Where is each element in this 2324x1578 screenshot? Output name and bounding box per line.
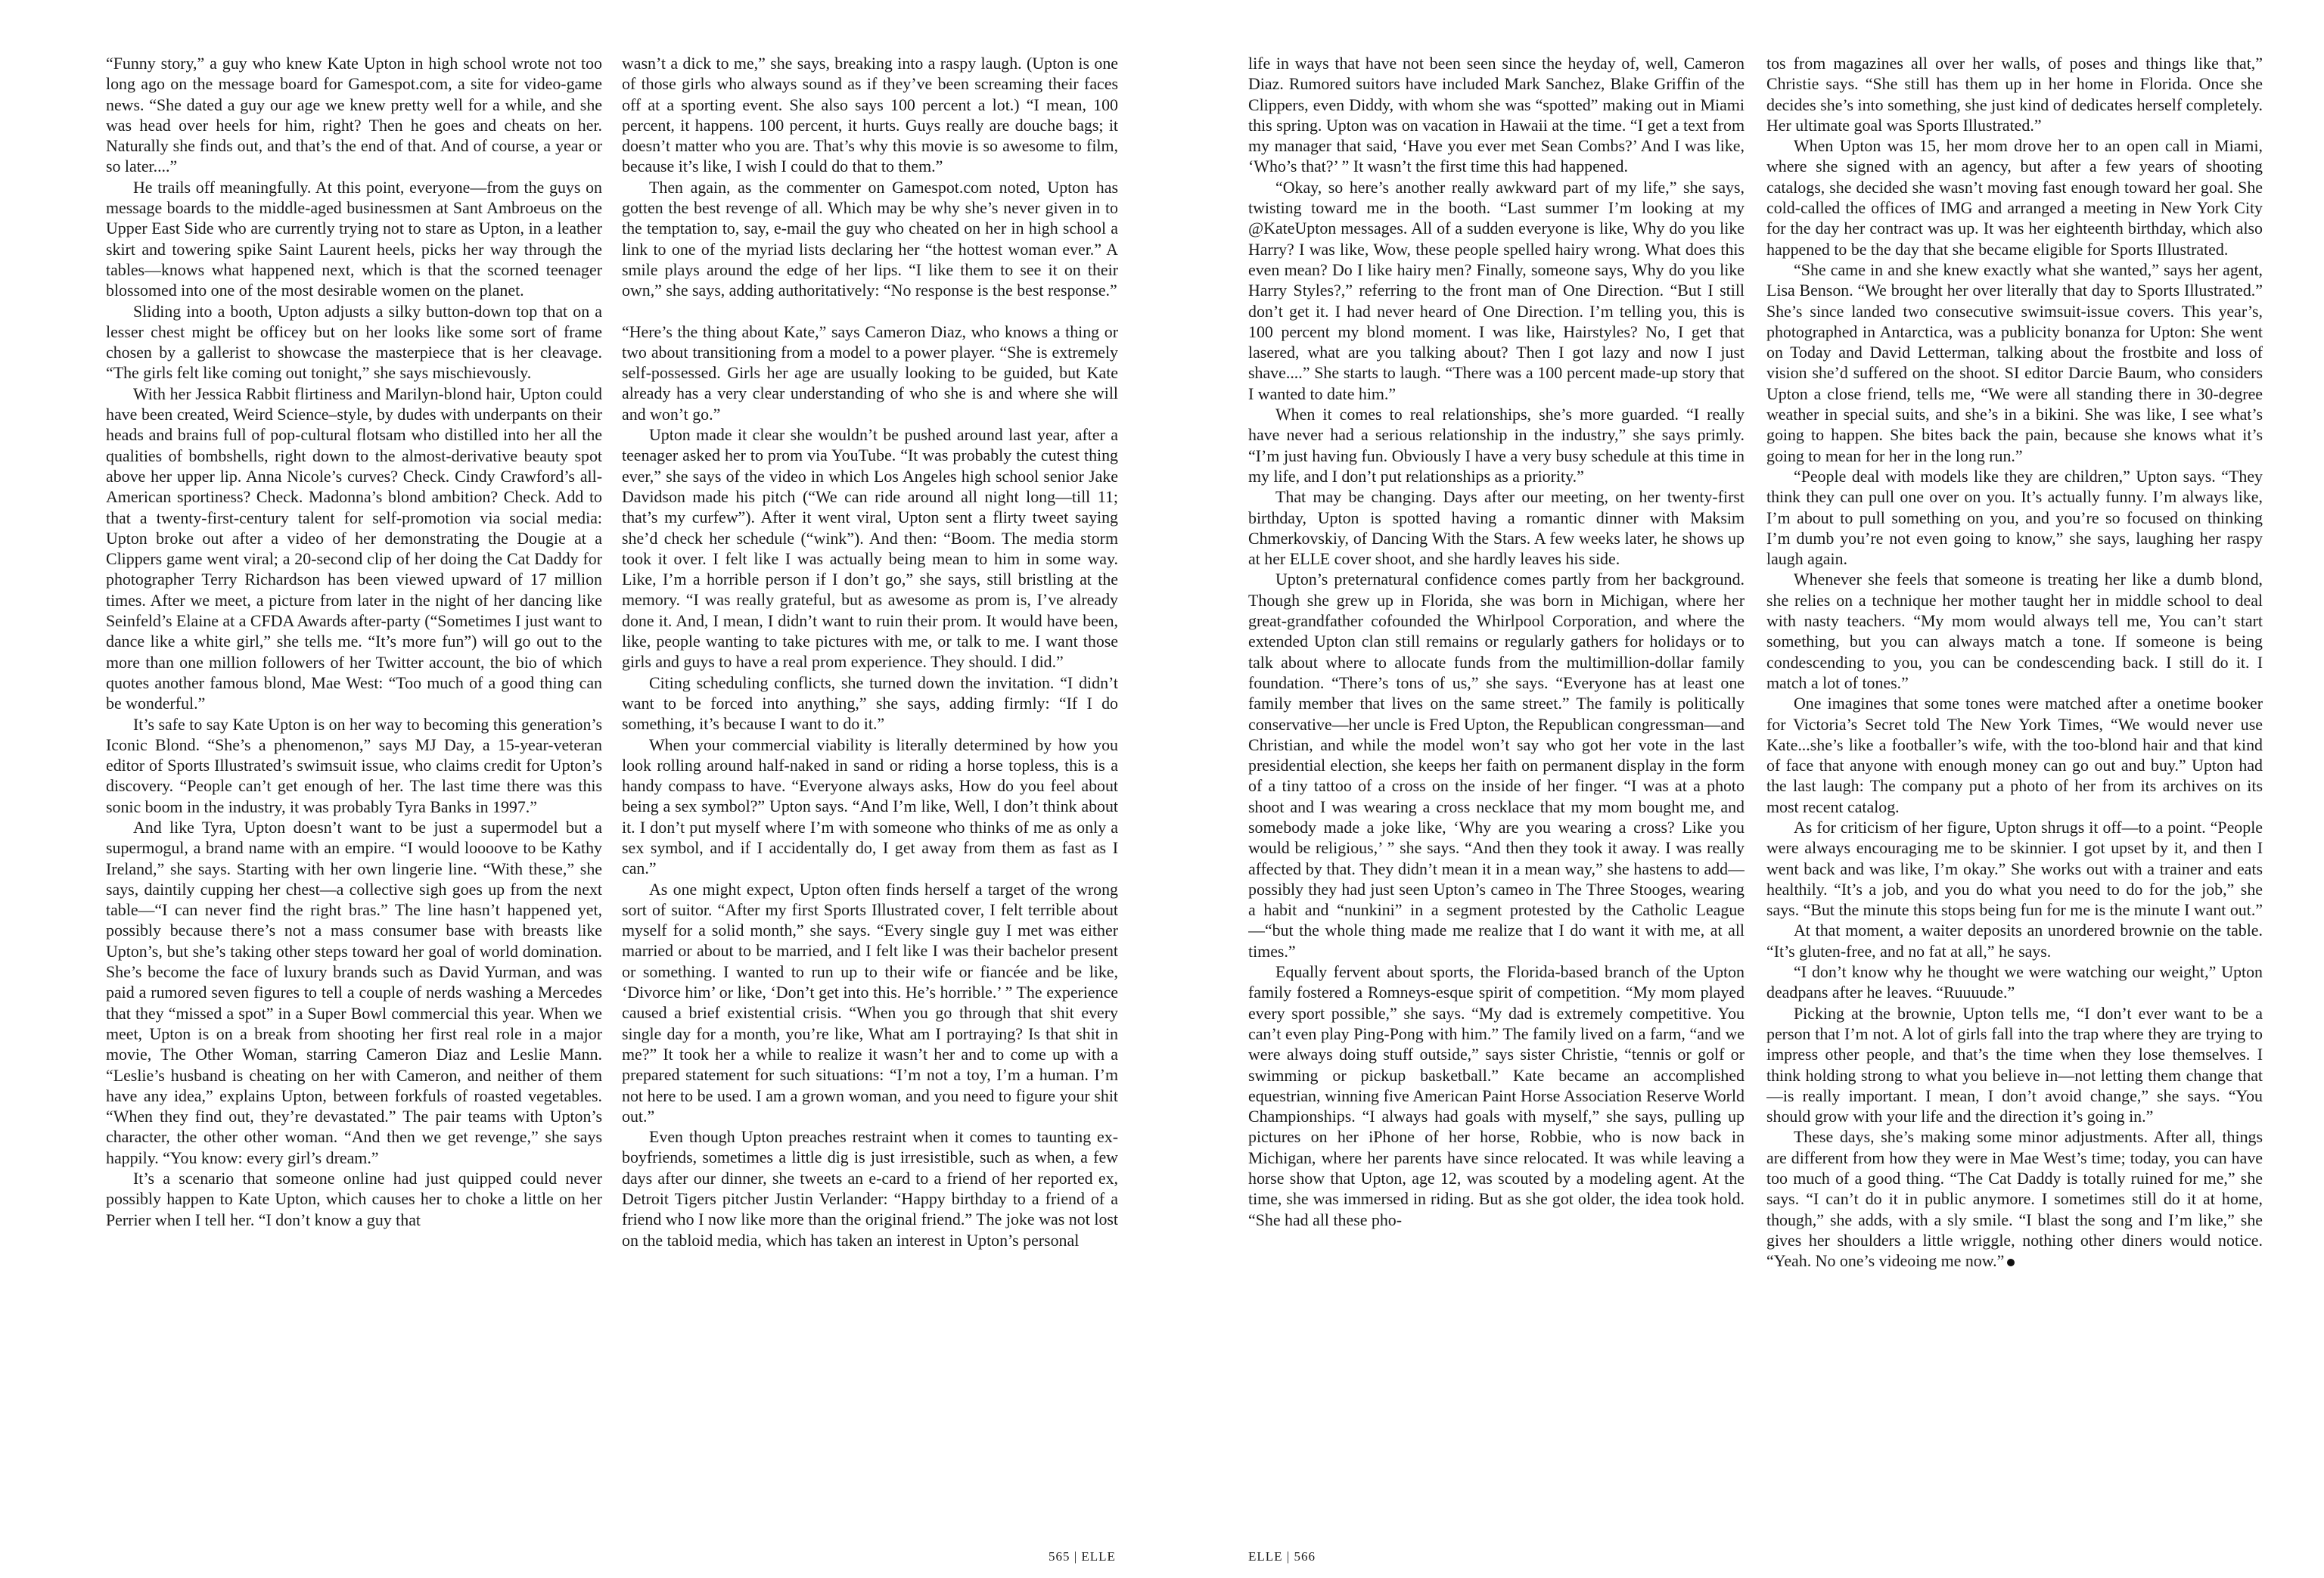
folio-left: 565 | ELLE xyxy=(1049,1549,1116,1564)
paragraph: Sliding into a booth, Upton adjusts a silky button-down top that on a lesser chest might be officey but on her looks like some sort of frame chosen by a gallerist to showcase the masterpiece that is her cleavage. “The girls felt like coming out tonight,” she says mischievously. xyxy=(106,301,602,383)
paragraph: As for criticism of her figure, Upton shrugs it off—to a point. “People were always encouraging me to be skinnier. I got upset by it, and then I went back and was like, I’m okay.” She works out with a trainer and eats healthily. “It’s a job, and you do what you need to do for the job,” she says. “But the minute this stops being fun for me is the minute I want out.” xyxy=(1766,817,2263,920)
paragraph: Equally fervent about sports, the Florida-based branch of the Upton family fostered a Romneys-esque spirit of competition. “My mom played every sport possible,” she says. “My dad is extremely competitive. You can’t even play Ping-Pong with him.” The family lived on a farm, “and we were always doing stuff outside,” says sister Christie, “tennis or golf or swimming or pickup basketball.” Kate became an accomplished equestrian, winning five American Paint Horse Association Reserve World Championships. “I always had goals with myself,” she says, pulling up pictures on her iPhone of her horse, Robbie, who is now back in Michigan, where her parents have since relocated. It was while leaving a horse show that Upton, age 12, was scouted by a modeling agent. At the time, she was immersed in riding. But as she got older, the idea took hold. “She had all these pho- xyxy=(1248,962,1745,1229)
paragraph: Then again, as the commenter on Gamespot.com noted, Upton has gotten the best revenge of all. Which may be why she’s never given in to the temptation to, say, e-mail the guy who cheated on her in high school a link to one of the myriad lists declaring her “the hottest woman ever.” A smile plays around the edge of her lips. “I like them to see it on their own,” she says, adding authoritatively: “No response is the best response.” xyxy=(622,177,1118,300)
paragraph: Citing scheduling conflicts, she turned down the invitation. “I didn’t want to be forced into anything,” she says, adding firmly: “If I do something, it’s because I want to do it.” xyxy=(622,673,1118,734)
paragraph: wasn’t a dick to me,” she says, breaking into a raspy laugh. (Upton is one of those girls who always sound as if they’ve been screaming their faces off at a sporting event. She also says 100 percent a lot.) “I mean, 100 percent, it happens. 100 percent, it hurts. Guys really are douche bags; it doesn’t matter who you are. That’s why this movie is so awesome to film, because it’s like, I wish I could do that to them.” xyxy=(622,54,1118,176)
paragraph: With her Jessica Rabbit flirtiness and Marilyn-blond hair, Upton could have been created, Weird Science–style, by dudes with underpants on their heads and brains full of pop-cultural flotsam who distilled into her all the qualities of bombshells, right down to the almost-derivative beauty spot above her upper lip. Anna Nicole’s curves? Check. Cindy Crawford’s all-American sportiness? Check. Madonna’s blond ambition? Check. Add to that a twenty-first-century talent for self-promotion via social media: Upton broke out after a video of her demonstrating the Dougie at a Clippers game went viral; a 20-second clip of her doing the Cat Daddy for photographer Terry Richardson has been viewed upward of 17 million times. After we meet, a picture from later in the night of her dancing like Seinfeld’s Elaine at a CFDA Awards after-party (“Sometimes I just want to dance like a white girl,” she tells me. “It’s more fun”) will go out to the more than one million followers of her Twitter account, the bio of which quotes another famous blond, Mae West: “Too much of a good thing can be wonderful.” xyxy=(106,384,602,713)
paragraph: When your commercial viability is literally determined by how you look rolling around half-naked in sand or riding a horse topless, this is a handy compass to have. “Everyone always asks, How do you feel about being a sex symbol?” Upton says. “And I’m like, Well, I don’t think about it. I don’t put myself where I’m with someone who thinks of me as only a sex symbol, and if I accidentally do, I get away from them as fast as I can.” xyxy=(622,735,1118,878)
paragraph: As one might expect, Upton often finds herself a target of the wrong sort of suitor. “After my first Sports Illustrated cover, I felt terrible about myself for a solid month,” she says. “Every single guy I met was either married or about to be married, and I felt like I was their bachelor present or something. I wanted to run up to their wife or fiancée and be like, ‘Divorce him’ or like, ‘Don’t get into this. He’s horrible.’ ” The experience caused a brief existential crisis. “When you go through that shit every single day for a month, you’re like, What am I portraying? Is that shit in me?” It took her a while to realize it wasn’t her and to come up with a prepared statement for such situations: “I’m not a toy, I’m a human. I’m not here to be used. I am a grown woman, and you need to figure your shit out.” xyxy=(622,879,1118,1126)
paragraph: When it comes to real relationships, she’s more guarded. “I really have never had a serious relationship in the industry,” she says primly. “I’m just having fun. Obviously I have a very busy schedule at this time in my life, and I don’t put relationships as a priority.” xyxy=(1248,405,1745,486)
article-column-3 xyxy=(1248,53,1745,1505)
end-mark-icon xyxy=(2007,1259,2015,1266)
paragraph: At that moment, a waiter deposits an unordered brownie on the table. “It’s gluten-free, and no fat at all,” he says. xyxy=(1766,921,2263,961)
paragraph: “Funny story,” a guy who knew Kate Upton in high school wrote not too long ago on the message board for Gamespot.com, a site for video-game news. “She dated a guy our age we knew pretty well for a while, and she was head over heels for him, right? Then he goes and cheats on her. Naturally she finds out, and that’s the end of that. And of course, a year or so later....” xyxy=(106,54,602,176)
paragraph: One imagines that some tones were matched after a onetime booker for Victoria’s Secret told The New York Times, “We would never use Kate...she’s like a footballer’s wife, with the too-blond hair and that kind of face that anyone with enough money can go out and buy.” Upton had the last laugh: The company put a photo of her from its archives on its most recent catalog. xyxy=(1766,694,2263,816)
paragraph: When Upton was 15, her mom drove her to an open call in Miami, where she signed with an agency, but after a few years of shooting catalogs, she decided she wasn’t moving fast enough toward her goal. She cold-called the offices of IMG and arranged a meeting in New York City for the day her contract was up. It was her eighteenth birthday, which also happened to be the day that she became eligible for Sports Illustrated. xyxy=(1766,136,2263,259)
folio-right: ELLE | 566 xyxy=(1248,1549,1316,1564)
paragraph: “I don’t know why he thought we were watching our weight,” Upton deadpans after he leaves. “Ruuuude.” xyxy=(1766,962,2263,1002)
paragraph: Upton made it clear she wouldn’t be pushed around last year, after a teenager asked her to prom via YouTube. “It was probably the cutest thing ever,” she says of the video in which Los Angeles high school senior Jake Davidson made his pitch (“We can ride around all night long—till 11; that’s my curfew”). After it went viral, Upton sent a flirty tweet saying she’d check her schedule (“wink”). And then: “Boom. The media storm took it over. I felt like I was actually being mean to him in some way. Like, I’m a horrible person if I don’t go,” she says, still bristling at the memory. “I was really grateful, but as awesome as prom is, I’ve already done it. And, I mean, I didn’t want to ruin their prom. It would have been, like, people wanting to take pictures with me, or talk to me. I want those girls and guys to have a real prom experience. They should. I did.” xyxy=(622,425,1118,672)
paragraph: tos from magazines all over her walls, of poses and things like that,” Christie says. “She still has them up in her home in Florida. Once she decides she’s into something, she just kind of dedicates herself completely. Her ultimate goal was Sports Illustrated.” xyxy=(1766,54,2263,135)
paragraph: And like Tyra, Upton doesn’t want to be just a supermodel but a supermogul, a brand name with an empire. “I would loooove to be Kathy Ireland,” she says. Starting with her own lingerie line. “With these,” she says, daintily cupping her chest—a collective sigh goes up from the next table—“I can never find the right bras.” The line hasn’t happened yet, possibly because there’s not a mass consumer base with breasts like Upton’s, but she’s taking other steps toward her goal of world domination. She’s become the face of luxury brands such as David Yurman, and was paid a rumored seven figures to tell a couple of nerds washing a Mercedes that they “missed a spot” in a Super Bowl commercial this year. When we meet, Upton is on a break from shooting her first real role in a major movie, The Other Woman, starring Cameron Diaz and Leslie Mann. “Leslie’s husband is cheating on her with Cameron, and neither of them have any idea,” explains Upton, between forkfuls of roasted vegetables. “When they find out, they’re devastated.” The pair teams with Upton’s character, the other other woman. “And then we get revenge,” she says happily. “You know: every girl’s dream.” xyxy=(106,817,602,1167)
paragraph: Upton’s preternatural confidence comes partly from her background. Though she grew up in Florida, she was born in Michigan, where her great-grandfather cofounded the Whirlpool Corporation, and where the extended Upton clan still remains or regularly gathers for holidays or to talk about where to allocate funds from the multimillion-dollar family foundation. “There’s tons of us,” she says. “Everyone has at least one family member that lives on the same street.” The family is politically conservative—her uncle is Fred Upton, the Republican congressman—and Christian, and while the model won’t say who got her vote in the last presidential election, she keeps her faith on permanent display in the form of a tiny tattoo of a cross on the inside of her finger. “I was at a photo shoot and I was wearing a cross necklace that my mom bought me, and somebody made a joke like, ‘Why are you wearing a cross? Like you would be religious,’ ” she says. “And then they took it away. I was really affected by that. They didn’t mean it in a mean way,” she hastens to add—possibly they had just seen Upton’s cameo in The Three Stooges, wearing a habit and “nunkini” in a segment protested by the Catholic League—“but the whole thing made me realize that I do want it with me, at all times.” xyxy=(1248,570,1745,961)
paragraph: That may be changing. Days after our meeting, on her twenty-first birthday, Upton is spotted having a romantic dinner with Maksim Chmerkovskiy, of Dancing With the Stars. A few weeks later, he shows up at her ELLE cover shoot, and she hardly leaves his side. xyxy=(1248,487,1745,569)
paragraph: He trails off meaningfully. At this point, everyone—from the guys on message boards to the middle-aged businessmen at Sant Ambroeus on the Upper East Side who are currently trying not to stare as Upton, in a leather skirt and towering spike Saint Laurent heels, picks her way through the tables—knows what happened next, which is that the scorned teenager blossomed into one of the most desirable women on the planet. xyxy=(106,177,602,300)
paragraph: Even though Upton preaches restraint when it comes to taunting ex-boyfriends, sometimes a little dig is just irresistible, such as when, a few days after our dinner, she tweets an e-card to a friend of her reported ex, Detroit Tigers pitcher Justin Verlander: “Happy birthday to a friend of a friend who I now like more than the original friend.” The joke was not lost on the tabloid media, which has taken an interest in Upton’s personal xyxy=(622,1127,1118,1250)
last-paragraph xyxy=(1766,1126,2263,1271)
article-column-2 xyxy=(622,53,1118,1505)
paragraph: Whenever she feels that someone is treating her like a dumb blond, she relies on a technique her mother taught her in middle school to deal with nasty teachers. “My mom would always tell me, You can’t start something, but you can always match a tone. If someone is being condescending to you, you can be condescending back. I still do it. I match a lot of tones.” xyxy=(1766,570,2263,692)
paragraph: “Here’s the thing about Kate,” says Cameron Diaz, who knows a thing or two about transitioning from a model to a power player. “She is extremely self-possessed. Girls her age are usually looking to be guided, but Kate already has a very clear understanding of who she is and where she will and won’t go.” xyxy=(622,322,1118,424)
paragraph-text: These days, she’s making some minor adjustments. After all, things are different from how they were in Mae West’s time; today, you can have too much of a good thing. “The Cat Daddy is totally ruined for me,” she says. “I can’t do it in public anymore. I sometimes still do it at home, though,” she adds, with a sly smile. “I blast the song and I’m like,” she gives her shoulders a little wriggle, nothing other diners would notice. “Yeah. No one’s videoing me now.” xyxy=(1766,1127,2263,1271)
article-column-4 xyxy=(1766,53,2263,1505)
paragraph: Picking at the brownie, Upton tells me, “I don’t ever want to be a person that I’m not. A lot of girls fall into the trap where they are trying to impress other people, and that’s the time when they lose themselves. I think holding strong to what you believe in—not letting them change that—is really important. I mean, I don’t avoid change,” she says. “You should grow with your life and the direction it’s going in.” xyxy=(1766,1003,2263,1126)
paragraph: It’s safe to say Kate Upton is on her way to becoming this generation’s Iconic Blond. “She’s a phenomenon,” says MJ Day, a 15-year-veteran editor of Sports Illustrated’s swimsuit issue, who claims credit for Upton’s discovery. “People can’t get enough of her. The last time there was this sonic boom in the industry, it was probably Tyra Banks in 1997.” xyxy=(106,714,602,816)
article-column-1 xyxy=(106,53,602,1505)
paragraph: “She came in and she knew exactly what she wanted,” says her agent, Lisa Benson. “We brought her over literally that day to Sports Illustrated.” She’s since landed two consecutive swimsuit-issue covers. This year’s, photographed in Antarctica, was a publicity bonanza for Upton: She went on Today and David Letterman, talking about the frostbite and loss of vision she’d suffered on the shoot. SI editor Darcie Baum, who considers Upton a close friend, tells me, “We were all standing there in 30-degree weather in special suits, and she’s in a bikini. She was like, I see what’s going to happen. She bites back the pain, because she knows what it’s going to mean for her in the long run.” xyxy=(1766,259,2263,465)
paragraph: “People deal with models like they are children,” Upton says. “They think they can pull one over on you. It’s actually funny. I’m always like, I’m about to pull something on you, and you’re so focused on thinking I’m dumb you’re not even going to know,” she says, laughing her raspy laugh again. xyxy=(1766,466,2263,569)
paragraph: It’s a scenario that someone online had just quipped could never possibly happen to Kate Upton, which causes her to choke a little on her Perrier when I tell her. “I don’t know a guy that xyxy=(106,1169,602,1229)
paragraph: “Okay, so here’s another really awkward part of my life,” she says, twisting toward me in the booth. “Last summer I’m looking at my @KateUpton messages. All of a sudden everyone is like, Why do you like Harry? I was like, Wow, these people spelled hairy wrong. What does this even mean? Do I like hairy men? Finally, someone says, Why do you like Harry Styles?,” referring to the front man of One Direction. “But I still don’t get it. I had never heard of One Direction. I’m telling you, this is 100 percent my blond moment. I was like, Hairstyles? No, I get that lasered, what are you talking about? Then I got lazy and now I just shave....” She starts to laugh. “There was a 100 percent made-up story that I wanted to date him.” xyxy=(1248,177,1745,403)
paragraph: life in ways that have not been seen since the heyday of, well, Cameron Diaz. Rumored suitors have included Mark Sanchez, Blake Griffin of the Clippers, even Diddy, with whom she was “spotted” making out in Miami this spring. Upton was on vacation in Hawaii at the time. “I get a text from my manager that said, ‘Have you ever met Sean Combs?’ And I was like, ‘Who’s that?’ ” It wasn’t the first time this had happened. xyxy=(1248,54,1745,176)
